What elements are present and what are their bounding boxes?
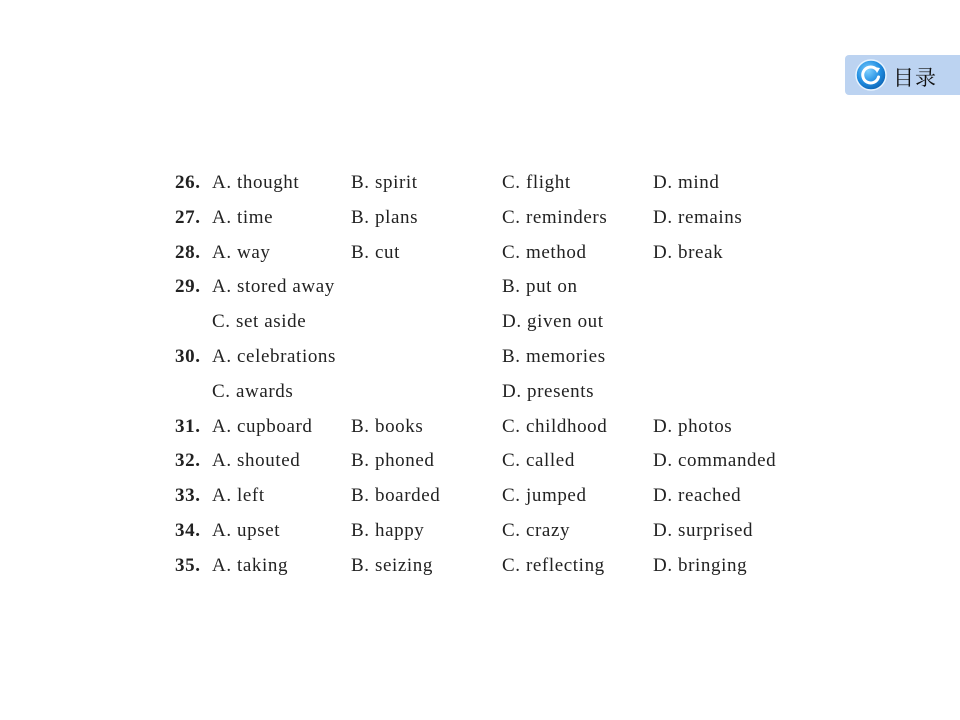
option-a: A. shouted (212, 450, 301, 472)
option-c: C. reflecting (502, 554, 605, 576)
option-b: B. put on (502, 276, 578, 298)
option-a: A. taking (212, 554, 289, 576)
option-a: A. upset (212, 519, 281, 541)
option-c: C. childhood (502, 415, 608, 437)
question-row (175, 168, 815, 203)
option-a: A. thought (212, 172, 300, 193)
option-c: C. awards (212, 380, 294, 402)
question-row-continued (175, 307, 815, 342)
question-number: 33. (175, 485, 201, 507)
question-row (175, 272, 815, 307)
option-d: D. reached (653, 485, 742, 507)
question-row (175, 342, 815, 377)
option-a: A. cupboard (212, 415, 313, 437)
option-b: B. plans (351, 206, 419, 228)
question-number: 29. (175, 276, 201, 298)
question-row (175, 238, 815, 273)
option-c: C. jumped (502, 485, 587, 507)
option-b: B. phoned (351, 450, 435, 472)
option-b: B. seizing (351, 554, 433, 576)
question-row (175, 446, 815, 481)
option-d: D. bringing (653, 554, 748, 576)
option-c: C. reminders (502, 206, 608, 228)
question-row-continued (175, 377, 815, 412)
option-d: D. commanded (653, 450, 777, 472)
option-c: C. method (502, 241, 587, 263)
option-d: D. surprised (653, 519, 754, 541)
option-b: B. spirit (351, 172, 418, 193)
option-c: C. crazy (502, 519, 571, 541)
option-b: B. books (351, 415, 424, 437)
question-number: 32. (175, 450, 201, 472)
question-number: 35. (175, 554, 201, 576)
question-number: 27. (175, 206, 201, 228)
option-c: C. called (502, 450, 575, 472)
question-number: 31. (175, 415, 201, 437)
option-d: D. given out (502, 311, 604, 333)
question-number: 26. (175, 172, 201, 193)
option-d: D. remains (653, 206, 743, 228)
question-number: 34. (175, 519, 201, 541)
question-row (175, 551, 815, 586)
question-number: 28. (175, 241, 201, 263)
question-row (175, 203, 815, 238)
option-b: B. boarded (351, 485, 441, 507)
option-a: A. celebrations (212, 345, 337, 367)
question-row (175, 481, 815, 516)
option-b: B. cut (351, 241, 400, 263)
question-list (175, 168, 815, 586)
table-of-contents-button[interactable] (845, 55, 960, 95)
option-a: A. time (212, 206, 274, 228)
option-b: B. happy (351, 519, 425, 541)
option-c: C. set aside (212, 311, 307, 333)
toc-label: 目录 (893, 66, 937, 90)
question-number: 30. (175, 345, 201, 367)
option-a: A. left (212, 485, 265, 507)
refresh-icon (855, 59, 887, 91)
option-d: D. photos (653, 415, 733, 437)
option-d: D. break (653, 241, 724, 263)
question-row (175, 516, 815, 551)
option-c: C. flight (502, 172, 571, 193)
question-row (175, 412, 815, 447)
option-d: D. presents (502, 380, 595, 402)
option-a: A. way (212, 241, 271, 263)
option-b: B. memories (502, 345, 606, 367)
option-a: A. stored away (212, 276, 335, 298)
option-d: D. mind (653, 172, 720, 193)
